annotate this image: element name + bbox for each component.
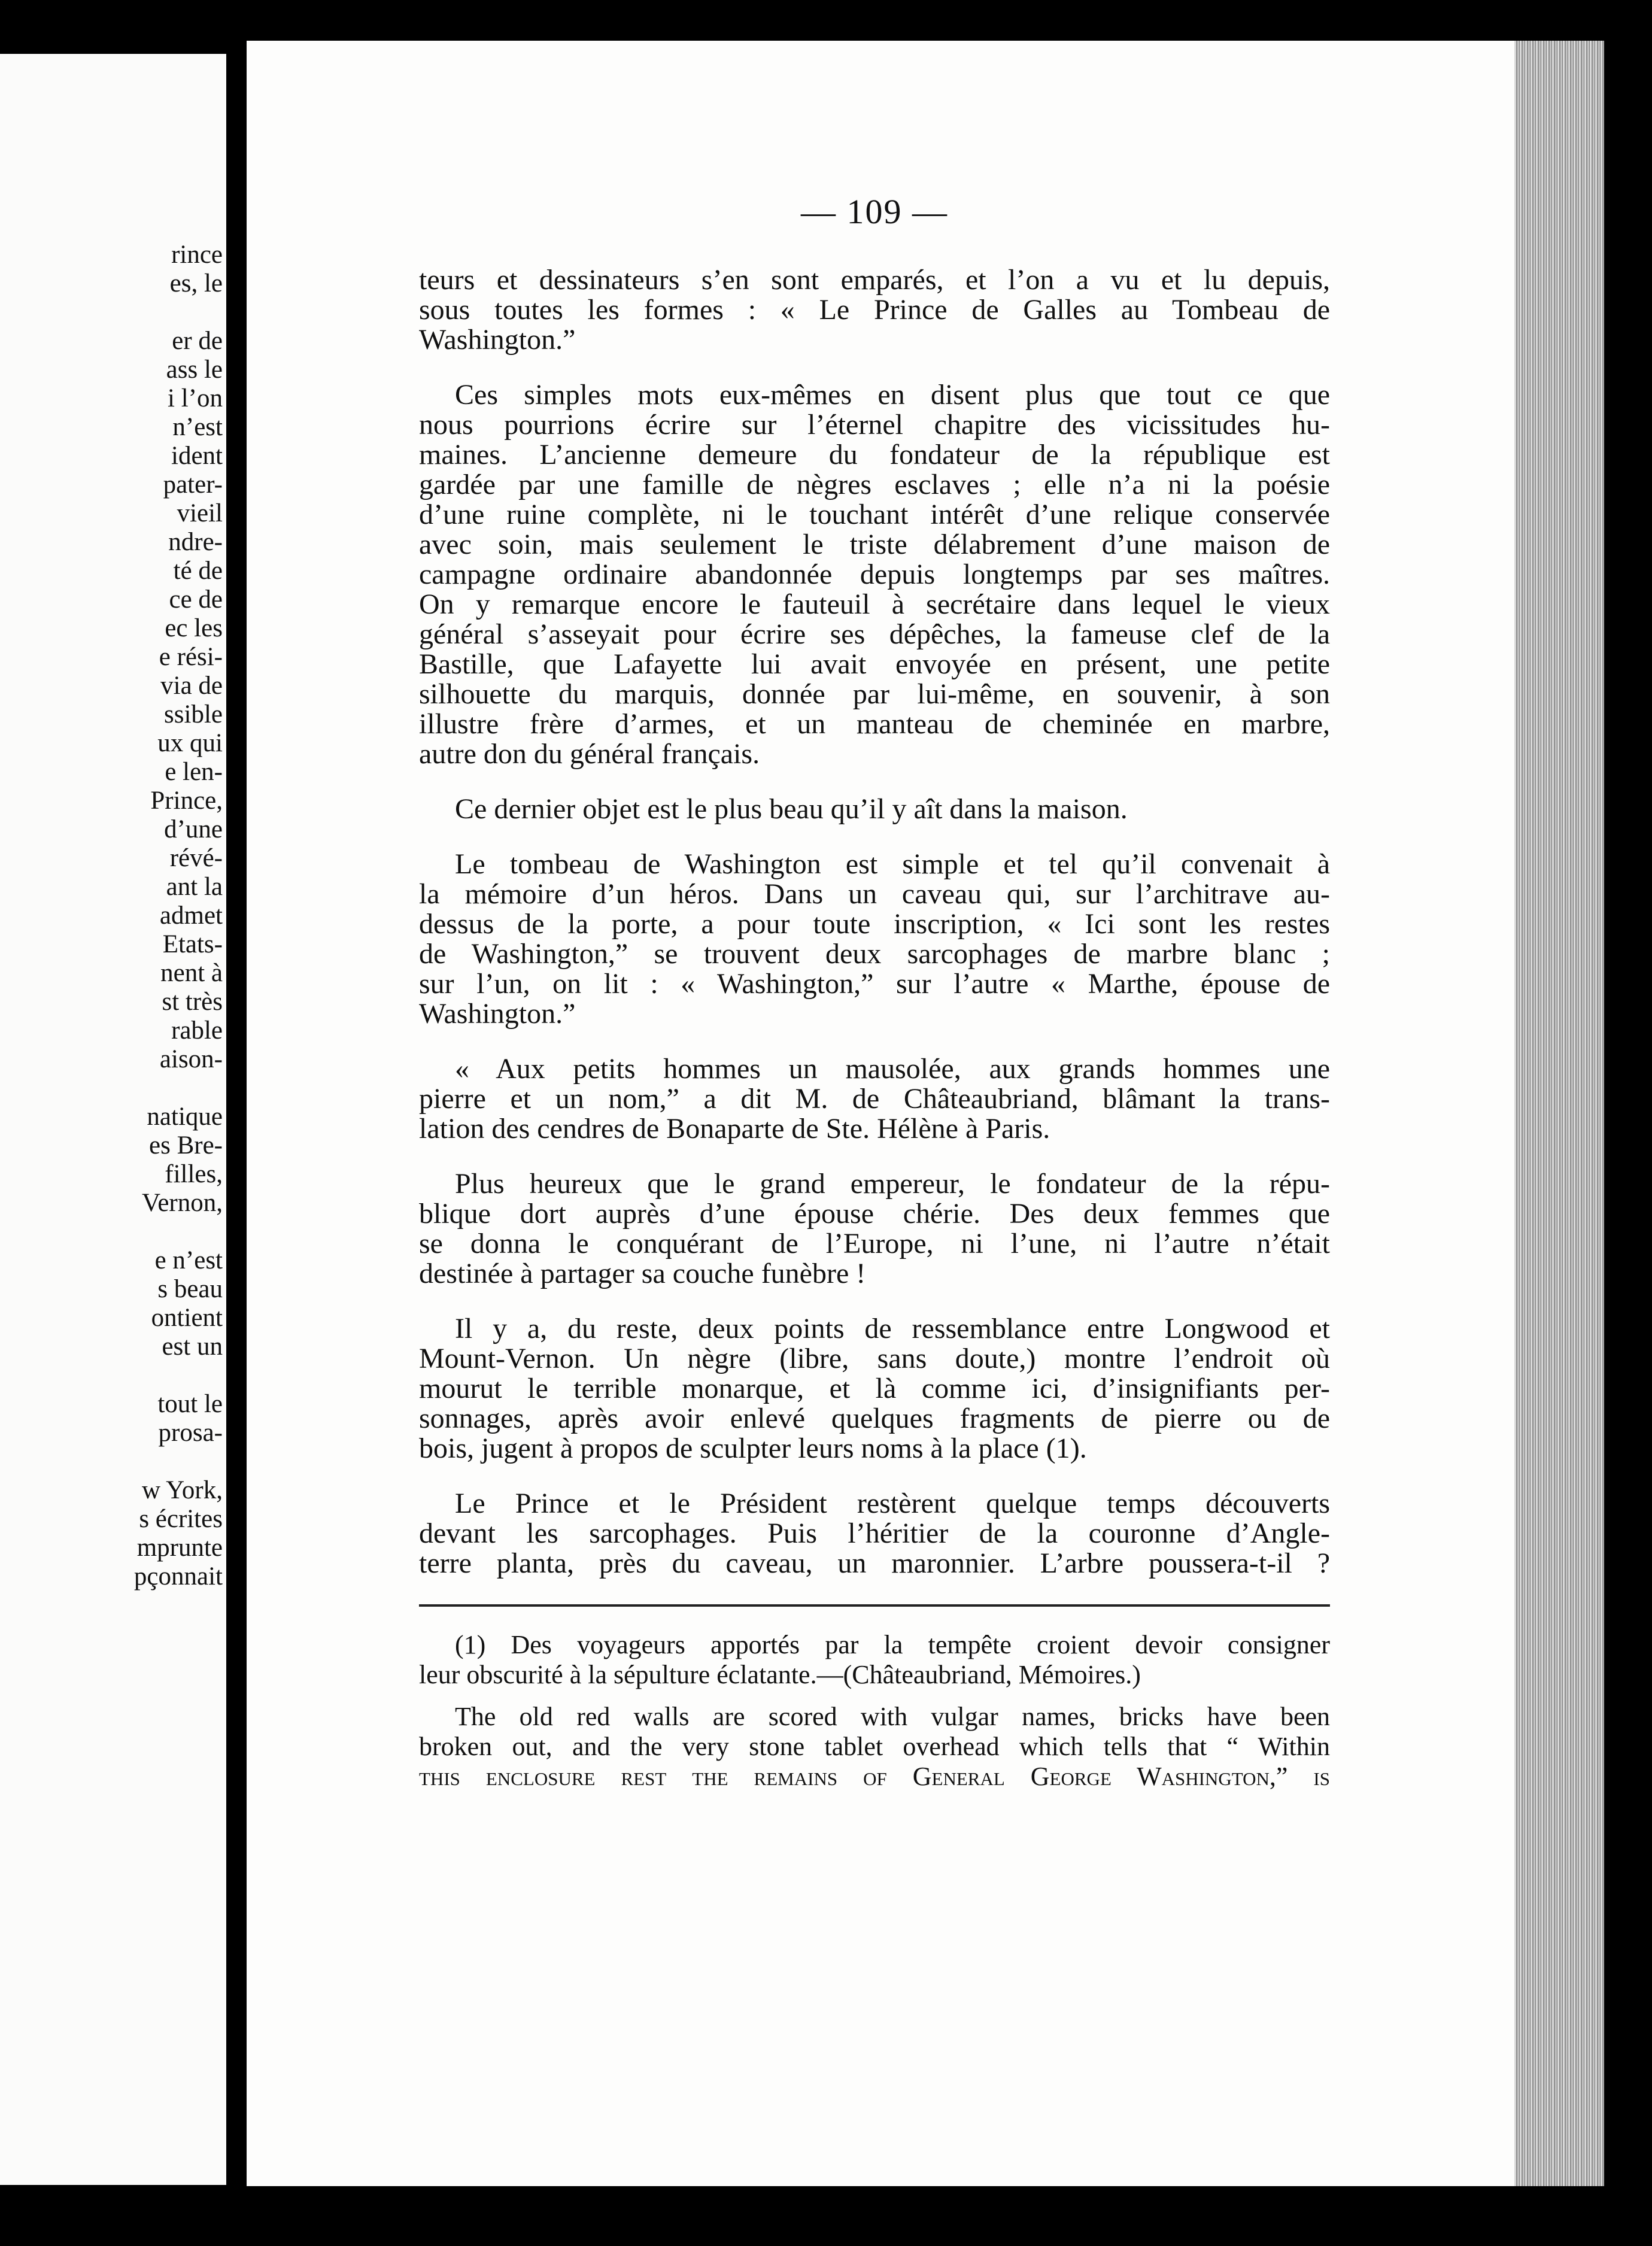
body-line: sonnages, après avoir enlevé quelques fragments de pierre ou de [419, 1403, 1330, 1434]
body-line: avec soin, mais seulement le triste délabrement d’une maison de [419, 529, 1330, 560]
previous-page-line: e n’est [154, 1246, 223, 1274]
previous-page-line: ident [171, 442, 223, 470]
body-line: pierre et un nom,” a dit M. de Châteaubriand, blâmant la trans- [419, 1083, 1330, 1115]
previous-page-line: ass le [166, 356, 223, 384]
page-number: — 109 — [801, 192, 948, 231]
body-line: campagne ordinaire abandonnée depuis longtemps par ses maîtres. [419, 559, 1330, 590]
body-line: illustre frère d’armes, et un manteau de cheminée en marbre, [419, 708, 1330, 740]
previous-page-line: aison- [159, 1045, 223, 1073]
body-line: Plus heureux que le grand empereur, le fondateur de la répu- [455, 1168, 1330, 1200]
previous-page-line: d’une [164, 815, 223, 843]
previous-page-line: es Bre- [149, 1131, 223, 1160]
previous-page-line: ant la [166, 873, 223, 901]
body-line: d’une ruine complète, ni le touchant intérêt d’une relique conservée [419, 499, 1330, 530]
body-line: On y remarque encore le fauteuil à secrétaire dans lequel le vieux [419, 588, 1330, 620]
footnote-line: (1) Des voyageurs apportés par la tempête croient devoir consigner [455, 1630, 1330, 1659]
previous-page-line: rable [171, 1016, 223, 1045]
previous-page-line: tout le [157, 1390, 223, 1418]
book-page [247, 41, 1604, 2186]
previous-page-line: s écrites [139, 1505, 223, 1533]
previous-page-line: s beau [157, 1275, 223, 1303]
previous-page-line: natique [147, 1103, 223, 1131]
previous-page-line: i l’on [168, 384, 223, 412]
body-line: nous pourrions écrire sur l’éternel chapitre des vicissitudes hu- [419, 409, 1330, 441]
body-line: sur l’un, on lit : « Washington,” sur l’autre « Marthe, épouse de [419, 968, 1330, 1000]
body-line: Washington.” [419, 998, 576, 1030]
previous-page-line: té de [173, 557, 223, 585]
previous-page-line: admet [159, 902, 223, 930]
body-line: bois, jugent à propos de sculpter leurs noms à la place (1). [419, 1432, 1087, 1464]
previous-page-line: ec les [165, 614, 223, 642]
previous-page-line: rince [171, 241, 223, 269]
previous-page-line: w York, [141, 1476, 223, 1504]
body-line: Mount-Vernon. Un nègre (libre, sans doute,) montre l’endroit où [419, 1343, 1330, 1374]
previous-page-line: e rési- [159, 643, 223, 671]
body-line: Bastille, que Lafayette lui avait envoyée en présent, une petite [419, 648, 1330, 680]
body-line: de Washington,” se trouvent deux sarcophages de marbre blanc ; [419, 938, 1330, 970]
previous-page-line: via de [160, 672, 223, 700]
body-line: gardée par une famille de nègres esclaves ; elle n’a ni la poésie [419, 469, 1330, 500]
page-text-block [419, 41, 1330, 2186]
body-line: autre don du général français. [419, 738, 760, 770]
body-line: destinée à partager sa couche funèbre ! [419, 1258, 866, 1289]
body-line: Ces simples mots eux-mêmes en disent plus que tout ce que [455, 379, 1330, 411]
body-line: Ce dernier objet est le plus beau qu’il y aît dans la maison. [455, 793, 1128, 825]
body-line: blique dort auprès d’une épouse chérie. Des deux femmes que [419, 1198, 1330, 1230]
body-line: Le tombeau de Washington est simple et tel qu’il convenait à [455, 848, 1330, 880]
previous-page-line: ce de [169, 585, 223, 614]
body-line: silhouette du marquis, donnée par lui-même, en souvenir, à son [419, 678, 1330, 710]
previous-page-line: ssible [164, 700, 223, 729]
previous-page-line: filles, [165, 1160, 223, 1188]
previous-page-line: n’est [172, 413, 223, 441]
previous-page-line: pçonnait [133, 1562, 223, 1591]
body-line: mourut le terrible monarque, et là comme ici, d’insignifiants per- [419, 1373, 1330, 1404]
previous-page-line: st très [162, 988, 223, 1016]
previous-page-line: vieil [177, 499, 223, 527]
previous-page-line: Vernon, [142, 1189, 223, 1217]
previous-page-line: ndre- [168, 528, 223, 556]
body-line: lation des cendres de Bonaparte de Ste. Hélène à Paris. [419, 1113, 1050, 1145]
body-line: maines. L’ancienne demeure du fondateur de la république est [419, 439, 1330, 471]
previous-page-line: es, le [169, 269, 223, 298]
previous-page-line: nent à [160, 959, 223, 987]
previous-page-line: pater- [163, 471, 223, 499]
body-line: Il y a, du reste, deux points de ressemblance entre Longwood et [455, 1313, 1330, 1344]
body-line: « Aux petits hommes un mausolée, aux grands hommes une [455, 1053, 1330, 1085]
previous-page-line: mprunte [136, 1534, 223, 1562]
previous-page-line: ux qui [157, 729, 223, 757]
previous-page-line: ontient [151, 1304, 223, 1332]
previous-page-line: Prince, [150, 787, 223, 815]
footnote-line: leur obscurité à la sépulture éclatante.—(Châteaubriand, Mémoires.) [419, 1660, 1141, 1689]
body-line: devant les sarcophages. Puis l’héritier de la couronne d’Angle- [419, 1517, 1330, 1549]
page-edge-shadow [1514, 41, 1604, 2186]
previous-page-line: er de [172, 327, 223, 355]
body-line: sous toutes les formes : « Le Prince de Galles au Tombeau de [419, 294, 1330, 326]
footnote-line: this enclosure rest the remains of General George Washington,” is [419, 1762, 1330, 1791]
previous-page-line: révé- [169, 844, 223, 872]
body-line: dessus de la porte, a pour toute inscription, « Ici sont les restes [419, 908, 1330, 940]
body-line: se donna le conquérant de l’Europe, ni l’une, ni l’autre n’était [419, 1228, 1330, 1259]
body-line: général s’asseyait pour écrire ses dépêches, la fameuse clef de la [419, 618, 1330, 650]
footnote-line: The old red walls are scored with vulgar names, bricks have been [455, 1702, 1330, 1731]
previous-page-fragment [0, 54, 226, 2185]
previous-page-line: e len- [165, 758, 223, 786]
body-line: Washington.” [419, 324, 576, 356]
body-line: terre planta, près du caveau, un maronnier. L’arbre poussera-t-il ? [419, 1547, 1330, 1579]
body-line: la mémoire d’un héros. Dans un caveau qui, sur l’architrave au- [419, 878, 1330, 910]
previous-page-line: Etats- [162, 930, 223, 958]
previous-page-line: prosa- [158, 1419, 223, 1447]
body-line: teurs et dessinateurs s’en sont emparés, et l’on a vu et lu depuis, [419, 264, 1330, 296]
footnote-rule [419, 1604, 1330, 1607]
footnote-line: broken out, and the very stone tablet overhead which tells that “ Within [419, 1732, 1330, 1761]
body-line: Le Prince et le Président restèrent quelque temps découverts [455, 1488, 1330, 1519]
previous-page-line: est un [162, 1333, 223, 1361]
